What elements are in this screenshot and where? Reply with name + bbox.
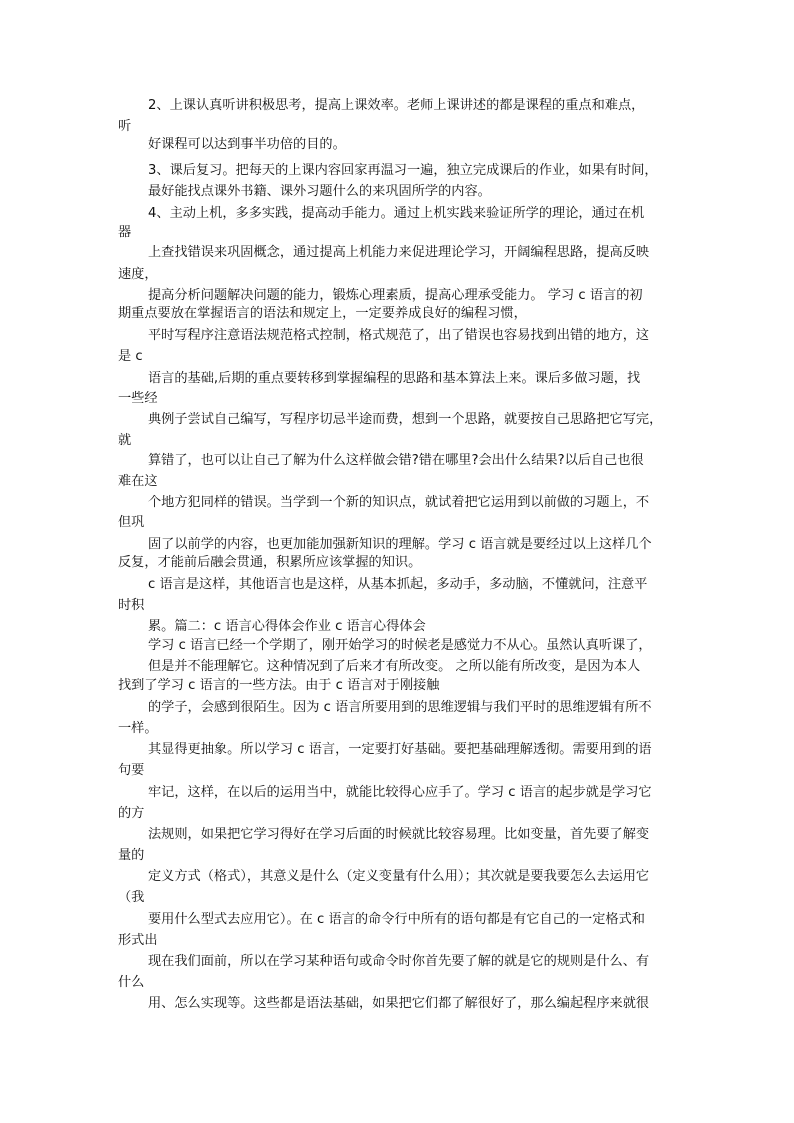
text-line: 定义方式（格式），其意义是什么（定义变量有什么用）；其次就是要我要怎么去运用它 — [148, 869, 650, 884]
text-line: 句要 — [118, 763, 145, 778]
text-line: 其显得更抽象。所以学习 c 语言，一定要打好基础。要把基础理解透彻。需要用到的语 — [148, 742, 652, 757]
text-line: 个地方犯同样的错误。当学到一个新的知识点，就试着把它运用到以前做的习题上，不 — [148, 495, 650, 510]
text-line: 4、主动上机，多多实践，提高动手能力。通过上机实践来验证所学的理论，通过在机 — [148, 206, 645, 221]
text-line: 就 — [118, 433, 132, 448]
text-line: 器 — [118, 225, 132, 240]
text-line: 现在我们面前，所以在学习某种语句或命令时你首先要了解的就是它的规则是什么、有 — [148, 954, 650, 969]
text-line: 牢记，这样，在以后的运用当中，就能比较得心应手了。学习 c 语言的起步就是学习它 — [148, 785, 652, 800]
text-line: 最好能找点课外书籍、课外习题什么的来巩固所学的内容。 — [148, 184, 491, 199]
text-line: 平时写程序注意语法规范格式控制，格式规范了，出了错误也容易找到出错的地方，这 — [148, 328, 650, 343]
text-line: 听 — [118, 119, 132, 134]
text-line: 的学子，会感到很陌生。因为 c 语言所要用到的思维逻辑与我们平时的思维逻辑有所不 — [148, 700, 652, 715]
text-line: 法规则，如果把它学习得好在学习后面的时候就比较容易理。比如变量，首先要了解变 — [148, 827, 650, 842]
text-line: 期重点要放在掌握语言的语法和规定上，一定要养成良好的编程习惯， — [118, 306, 527, 321]
text-line: （我 — [118, 890, 145, 905]
text-line: 但巩 — [118, 515, 145, 530]
text-line: 好课程可以达到事半功倍的目的。 — [148, 137, 346, 152]
text-line: 量的 — [118, 848, 145, 863]
text-line: 累。篇二：c 语言心得体会作业 c 语言心得体会 — [148, 619, 426, 634]
text-line: 一些经 — [118, 391, 158, 406]
text-line: 2、上课认真听讲积极思考，提高上课效率。老师上课讲述的都是课程的重点和难点， — [148, 98, 645, 113]
text-line: c 语言是这样，其他语言也是这样，从基本抓起，多动手，多动脑，不懂就问，注意平 — [148, 577, 648, 592]
text-line: 一样。 — [118, 721, 158, 736]
text-line: 什么 — [118, 975, 145, 990]
text-line: 反复，才能前后融会贯通，积累所应该掌握的知识。 — [118, 555, 422, 570]
text-line: 的方 — [118, 806, 145, 821]
text-line: 用、怎么实现等。这些都是语法基础，如果把它们都了解很好了，那么编起程序来就很 — [148, 996, 650, 1011]
text-line: 要用什么型式去应用它）。在 c 语言的命令行中所有的语句都是有它自己的一定格式和 — [148, 912, 645, 927]
text-line: 速度， — [118, 267, 158, 282]
text-line: 时积 — [118, 598, 145, 613]
text-line: 但是并不能理解它。这种情况到了后来才有所改变。 之所以能有所改变，是因为本人 — [148, 659, 641, 674]
text-line: 典例子尝试自己编写，写程序切忌半途而费，想到一个思路，就要按自己思路把它写完， — [148, 412, 663, 427]
text-line: 语言的基础,后期的重点要转移到掌握编程的思路和基本算法上来。课后多做习题，找 — [148, 371, 641, 386]
text-line: 难在这 — [118, 474, 158, 489]
text-line: 学习 c 语言已经一个学期了，刚开始学习的时候老是感觉力不从心。虽然认真听课了， — [148, 638, 652, 653]
text-line: 找到了学习 c 语言的一些方法。由于 c 语言对于刚接触 — [118, 678, 440, 693]
text-line: 是 c — [118, 349, 143, 364]
text-line: 上查找错误来巩固概念，通过提高上机能力来促进理论学习，开阔编程思路，提高反映 — [148, 245, 650, 260]
text-line: 算错了，也可以让自己了解为什么这样做会错?错在哪里?会出什么结果?以后自己也很 — [148, 453, 644, 468]
text-line: 形式出 — [118, 933, 158, 948]
text-line: 固了以前学的内容，也更加能加强新知识的理解。学习 c 语言就是要经过以上这样几个 — [148, 537, 652, 552]
text-line: 提高分析问题解决问题的能力，锻炼心理素质，提高心理承受能力。 学习 c 语言的初 — [148, 288, 643, 303]
text-line: 3、课后复习。把每天的上课内容回家再温习一遍，独立完成课后的作业，如果有时间， — [148, 163, 658, 178]
